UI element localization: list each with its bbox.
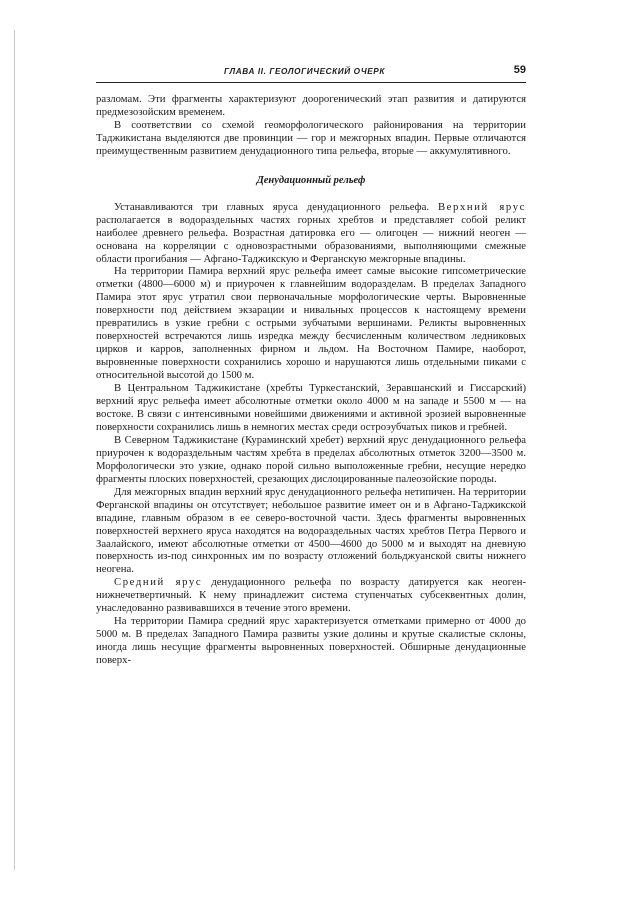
page-header (96, 62, 526, 83)
paragraph-middle-tier (96, 576, 526, 615)
book-page (96, 62, 526, 667)
paragraph-central-tajikistan: В Центральном Таджикистане (хребты Туркестанский, Зеравшанский и Гиссарский) верхний ярус рельефа имеет абсолютные отметки около 4000 м на западе и 5500 м — на востоке. В связи с интенсивными новейшими движениями и активной эрозией выровненные поверхности сохранились лишь в немногих местах среди остроэубчатых пиков и гребней. (96, 382, 526, 433)
paragraph-body-text: денудационного рельефа по возрасту датируется как неоген-нижнечетвертичный. К нему принадлежит система ступенчатых субсеквентных долин, унаследованно развивавшихся в течение этого времени. (96, 576, 527, 615)
paragraph-body-text: располагается в водораздельных частях горных хребтов и представляет собой реликт наиболее древнего рельефа. Возрастная датировка его — олигоцен — нижний неоген — основана на корреляции с одновозрастными образованиями, выполняющими смежные области прогибания — Афгано-Таджикскую и Ферганскую межгорные впадины. (96, 213, 526, 265)
running-title: ГЛАВА II. ГЕОЛОГИЧЕСКИЙ ОЧЕРК (224, 67, 385, 76)
section-title: Денудационный рельеф (256, 174, 366, 186)
paragraph-pamir-upper-tier: На территории Памира верхний ярус рельефа имеет самые высокие гипсометрические отметки (4800—6000 м) и приурочен к главнейшим водоразделам. В пределах Западного Памира этот ярус утратил свои первоначальные морфологические черты. Выровненные поверхности под действием экзарации и нивальных процессов к настоящему времени превратились в узкие гребни с острыми зубчатыми вершинами. Реликты выровненных поверхностей встречаются лишь изредка между бесчисленным количеством ледниковых цирков и карров, заполненных фирном и льдом. На Восточном Памире, наоборот, выровненные поверхности сохранились хорошо и нарушаются лишь отдельными пиками с относительной высотой до 1500 м. (96, 265, 526, 382)
paragraph-intro-continuation: разломам. Эти фрагменты характеризуют доорогенический этап развития и датируются предмезозойским временем. (96, 93, 526, 118)
paragraph-upper-tier-intro (96, 201, 526, 266)
page-content (96, 93, 526, 667)
term-upper-tier: Верхний ярус (437, 200, 527, 213)
paragraph-lead-text: Устанавливаются три главных яруса денудационного рельефа. (114, 200, 430, 213)
term-middle-tier: Средний ярус (114, 576, 203, 589)
paragraph-intermontane-depressions: Для межгорных впадин верхний ярус денудационного рельефа нетипичен. На территории Ферганской впадины он отсутствует; небольшое развитие имеет он и в Афгано-Таджикской впадине, главным образом в ее северо-восточной части. Здесь фрагменты выровненных поверхностей верхнего яруса находятся на водораздельных частях хребтов Петра Первого и Заалайского, имеют абсолютные отметки от 4500—4600 до 5000 м и выходят на дневную поверхность из-под синхронных им по возрасту отложений больджуанской свиты нижнего неогена. (96, 485, 526, 576)
paragraph-pamir-middle-tier: На территории Памира средний ярус характеризуется отметками примерно от 4000 до 5000 м. В пределах Западного Памира развиты узкие долины и крутые скалистые склоны, иногда лишь несущие фрагменты выровненных поверхностей. Обширные денудационные поверх- (96, 615, 526, 667)
scan-edge-line (14, 30, 15, 870)
page-number: 59 (513, 64, 526, 76)
paragraph-northern-tajikistan: В Северном Таджикистане (Кураминский хребет) верхний ярус денудационного рельефа приурочен к водораздельным частям хребта в пределах абсолютных отметок 3200—3500 м. Морфологически это узкие, однако порой сильно выположенные гребни, несущие нередко фрагменты плоских поверхностей, срезающих дислоцированные палеозойские породы. (96, 433, 526, 485)
paragraph-intro-regions: В соответствии со схемой геоморфологического районирования на территории Таджикистана выделяются две провинции — гор и межгорных впадин. Первые отличаются преимущественным развитием денудационного типа рельефа, вторые — аккумулятивного. (96, 118, 526, 157)
